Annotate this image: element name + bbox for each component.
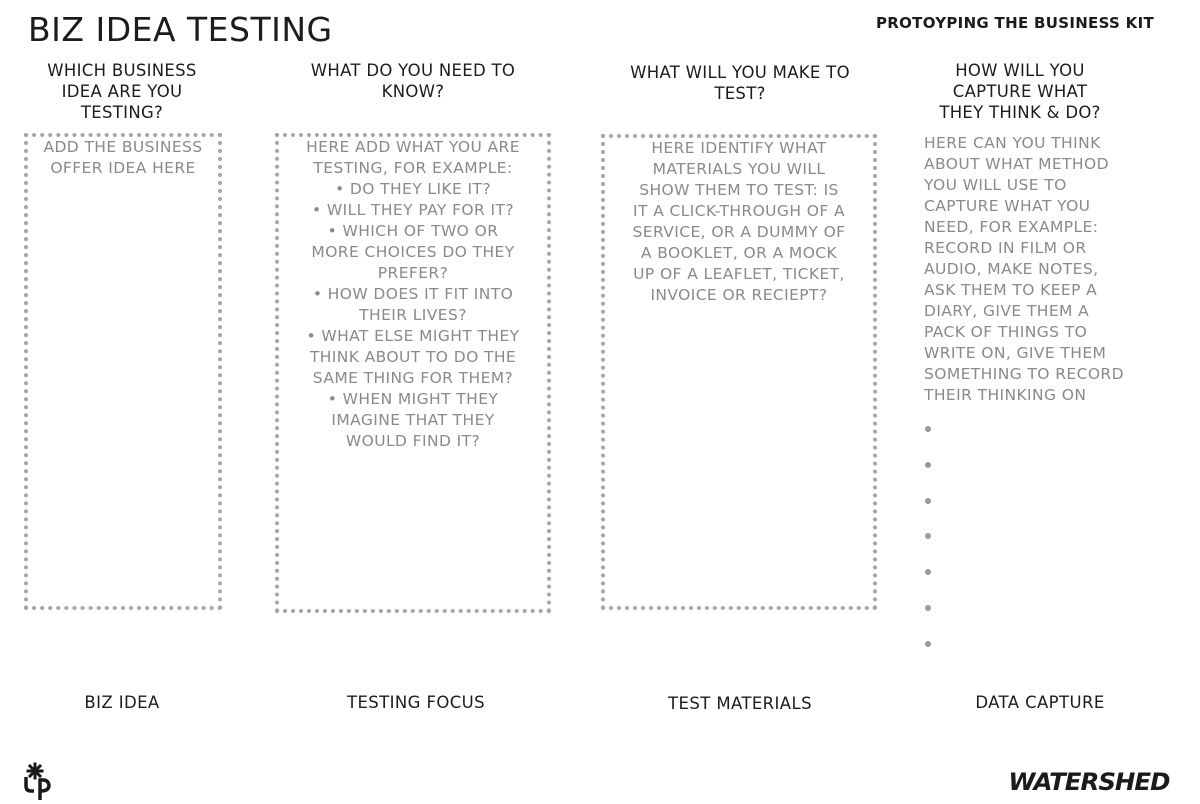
testing-focus-box[interactable] [275, 133, 551, 613]
bullet-dot [925, 498, 931, 504]
asterisk-up-logo-icon [22, 762, 60, 800]
prompt-line: • WHICH OF TWO OR [327, 222, 499, 240]
prompt-line: IT A CLICK-THROUGH OF A [633, 202, 845, 220]
question-testing-focus [276, 60, 550, 102]
prompt-line: ASK THEM TO KEEP A [924, 281, 1098, 299]
question-test-materials [600, 62, 880, 104]
prompt-line: HERE IDENTIFY WHAT [651, 139, 827, 157]
prompt-line: MATERIALS YOU WILL [652, 160, 826, 178]
bullet-dot [925, 605, 931, 611]
prompt-line: AUDIO, MAKE NOTES, [924, 260, 1099, 278]
question-line: WHICH BUSINESS [47, 61, 197, 80]
prompt-line: THEIR THINKING ON [924, 386, 1087, 404]
prompt-line: SHOW THEM TO TEST: IS [639, 181, 839, 199]
question-data-capture [920, 60, 1120, 123]
prompt-line: PACK OF THINGS TO [924, 323, 1088, 341]
bullet-dot [925, 533, 931, 539]
prompt-line: TESTING, FOR EXAMPLE: [313, 159, 513, 177]
bullet-dot [925, 569, 931, 575]
prompt-line: WOULD FIND IT? [345, 432, 481, 450]
watershed-logo: WATERSHED [1008, 768, 1170, 796]
prompt-line: IMAGINE THAT THEY [331, 411, 495, 429]
question-line: THEY THINK & DO? [939, 103, 1101, 122]
label-testing-focus: TESTING FOCUS [346, 693, 486, 712]
question-line: TEST? [714, 84, 766, 103]
prompt-line: NEED, FOR EXAMPLE: [924, 218, 1099, 236]
prompt-line: CAPTURE WHAT YOU [924, 197, 1091, 215]
prompt-line: WRITE ON, GIVE THEM [924, 344, 1107, 362]
label-test-materials: TEST MATERIALS [668, 694, 812, 713]
question-line: WHAT DO YOU NEED TO [310, 61, 516, 80]
prompt-line: HERE CAN YOU THINK [924, 134, 1101, 152]
prompt-line: MORE CHOICES DO THEY [311, 243, 515, 261]
question-line: TESTING? [80, 103, 164, 122]
prompt-line: ADD THE BUSINESS [43, 138, 203, 156]
test-materials-prompt [605, 138, 873, 306]
prompt-line: • WHAT ELSE MIGHT THEY [306, 327, 520, 345]
prompt-line: UP OF A LEAFLET, TICKET, [633, 265, 845, 283]
prompt-line: OFFER IDEA HERE [50, 159, 196, 177]
test-materials-box[interactable] [601, 134, 877, 610]
prompt-line: YOU WILL USE TO [924, 176, 1067, 194]
prompt-line: DIARY, GIVE THEM A [924, 302, 1090, 320]
question-line: CAPTURE WHAT [952, 82, 1088, 101]
prompt-line: • DO THEY LIKE IT? [334, 180, 491, 198]
prompt-line: • WHEN MIGHT THEY [327, 390, 499, 408]
prompt-line: SERVICE, OR A DUMMY OF [632, 223, 846, 241]
kit-name: PROTOYPING THE BUSINESS KIT [875, 14, 1154, 32]
bullet-dot [925, 462, 931, 468]
prompt-line: THEIR LIVES? [359, 306, 467, 324]
label-data-capture: DATA CAPTURE [975, 693, 1105, 712]
prompt-line: SOMETHING TO RECORD [924, 365, 1124, 383]
prompt-line: A BOOKLET, OR A MOCK [640, 244, 838, 262]
question-line: KNOW? [381, 82, 445, 101]
prompt-line: ABOUT WHAT METHOD [924, 155, 1109, 173]
biz-idea-box[interactable] [24, 133, 222, 610]
question-line: WHAT WILL YOU MAKE TO [630, 63, 850, 82]
question-biz-idea [22, 60, 222, 123]
question-line: HOW WILL YOU [955, 61, 1085, 80]
page-title: BIZ IDEA TESTING [28, 10, 333, 49]
label-biz-idea: BIZ IDEA [84, 693, 160, 712]
bullet-dot [925, 426, 931, 432]
prompt-line: • HOW DOES IT FIT INTO [312, 285, 514, 303]
biz-idea-prompt [28, 137, 218, 179]
prompt-line: PREFER? [377, 264, 449, 282]
prompt-line: THINK ABOUT TO DO THE [309, 348, 517, 366]
prompt-line: RECORD IN FILM OR [924, 239, 1087, 257]
prompt-line: SAME THING FOR THEM? [312, 369, 514, 387]
prompt-line: • WILL THEY PAY FOR IT? [312, 201, 514, 219]
data-capture-prompt[interactable] [924, 133, 1124, 406]
testing-focus-prompt [279, 137, 547, 452]
question-line: IDEA ARE YOU [61, 82, 183, 101]
prompt-line: INVOICE OR RECIEPT? [650, 286, 828, 304]
bullet-dot [925, 641, 931, 647]
prompt-line: HERE ADD WHAT YOU ARE [306, 138, 520, 156]
